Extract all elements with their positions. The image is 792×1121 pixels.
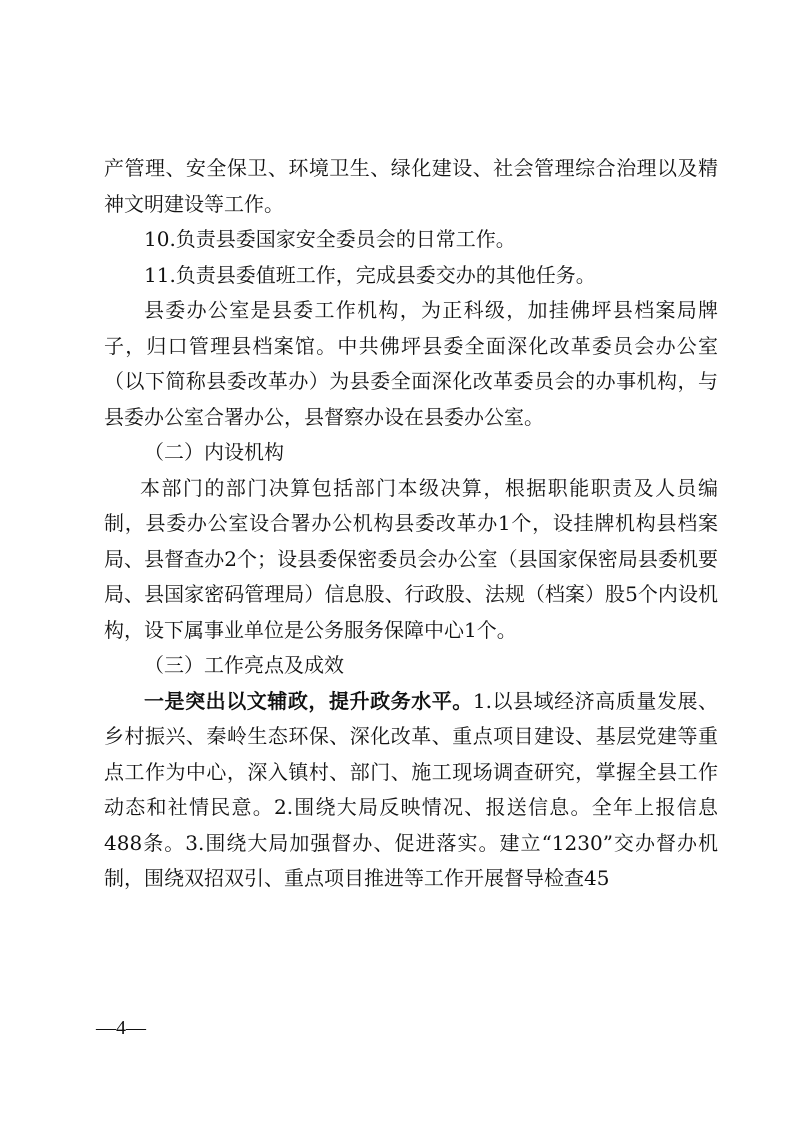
paragraph-item-10: 10.负责县委国家安全委员会的日常工作。	[144, 227, 516, 251]
document-body	[104, 151, 718, 897]
section-heading-internal-structure: （二）内设机构	[144, 440, 284, 464]
paragraph-internal-structure: 本部门的部门决算包括部门本级决算，根据职能职责及人员编制，县委办公室设合署办公机构县委改革办1个，设挂牌机构县档案局、县督查办2个；设县委保密委员会办公室（县国家保密局县委机要局、县国家密码管理局）信息股、行政股、法规（档案）股5个内设机构，设下属事业单位是公务服务保障中心1个。	[104, 475, 718, 642]
section-heading-highlights: （三）工作亮点及成效	[144, 653, 344, 677]
paragraph-item-11: 11.负责县委值班工作，完成县委交办的其他任务。	[144, 262, 596, 287]
highlight-body-text: 1.以县域经济高质量发展、乡村振兴、秦岭生态环保、深化改革、重点项目建设、基层党建等重点工作为中心，深入镇村、部门、施工现场调查研究，掌握全县工作动态和社情民意。2.围绕大局反映情况、报送信息。全年上报信息488条。3.围绕大局加强督办、促进落实。建立“1230”交办督办机制，围绕双招双引、重点项目推进等工作开展督导检查45	[104, 688, 718, 890]
paragraph-office-overview: 县委办公室是县委工作机构，为正科级，加挂佛坪县档案局牌子，归口管理县档案馆。中共佛坪县委全面深化改革委员会办公室（以下简称县委改革办）为县委全面深化改革委员会的办事机构，与县委办公室合署办公，县督察办设在县委办公室。	[104, 298, 718, 429]
paragraph-duties-continued: 产管理、安全保卫、环境卫生、绿化建设、社会管理综合治理以及精神文明建设等工作。	[104, 156, 718, 216]
paragraph-highlights	[104, 684, 718, 897]
page-number: —4—	[96, 1017, 146, 1039]
highlight-lead-text: 一是突出以文辅政，提升政务水平。	[144, 688, 473, 713]
